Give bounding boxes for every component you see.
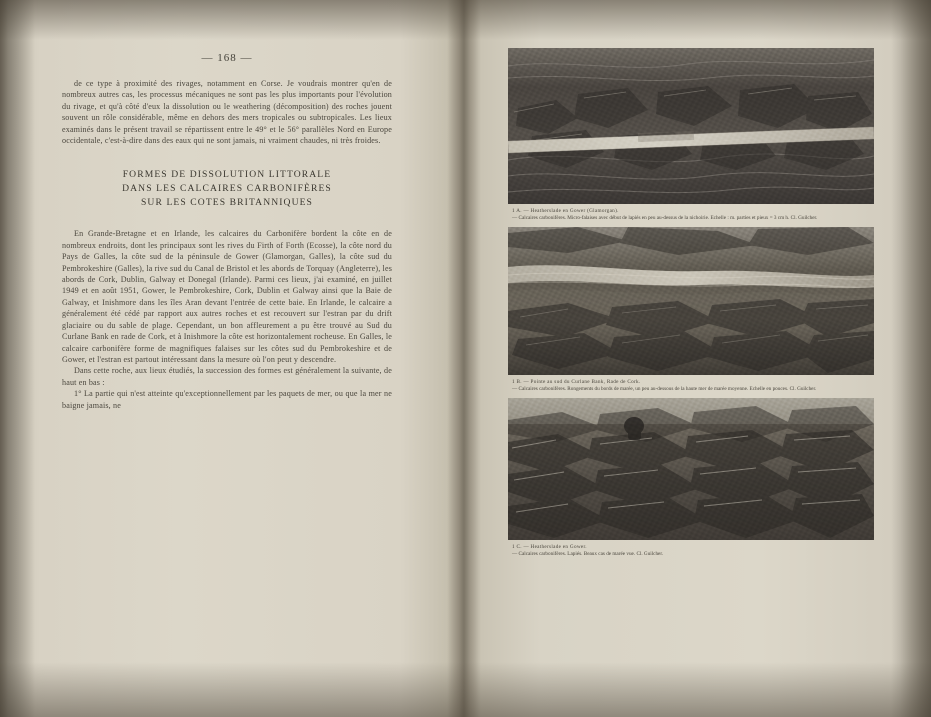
plate-a-photo (508, 48, 874, 204)
right-page (508, 48, 874, 658)
caption-lead: 1 A. — Heatherslade en Gower (Glamorgan). (512, 208, 619, 214)
paragraph: En Grande-Bretagne et en Irlande, les calcaires du Carbonifère bordent la côte en de nombreux endroits, dont les principaux sont les rives du Firth of Forth (Ecosse), la côte nord du Pays de Galles, la côte sud de la péninsule de Gower (Glamorgan, Galles), la côte sud du Pembrokeshire (Galles), la rive sud du Canal de Bristol et les abords de Torquay (Angleterre), les abords de Cork, Dublin, Galway et Donegal (Irlande). Parmi ces lieux, j'ai examiné, en juillet 1949 et en août 1951, Gower, le Pembrokeshire, Cork, Dublin et Galway ainsi que la Baie de Galway, et Inishmore dans les îles Aran devant l'entrée de cette baie. En Irlande, le calcaire a généralement été cédé par rapport aux autres roches et est recouvert sur l'estran par du drift glaciaire ou du sable de plage. Cependant, un bon affleurement a pu être trouvé au Sud du Curlane Bank en rade de Cork, et à Inishmore la côte est horizontalement rocheuse. En Galles, le calcaire carbonifère forme de magnifiques falaises sur les côtes sud du Pembrokeshire et de Gower, et l'estran est partout intéressant dans la mesure où l'on peut y descendre. (62, 229, 392, 364)
plate-c-caption (508, 540, 874, 557)
paragraph: de ce type à proximité des rivages, notamment en Corse. Je voudrais montrer qu'en de nombreux autres cas, les processus mécaniques ne sont pas les plus importants pour l'évolution du rivage, et qu'à côté d'eux la dissolution ou le weathering (décomposition) des roches jouent souvent un rôle considérable, même en dehors des mers tropicales ou subtropicales. Les lieux examinés dans le présent travail se répartissent entre le 49° et le 56° parallèles Nord en Europe occidentale, c'est-à-dire dans des eaux qui ne sont jamais, ni vraiment chaudes, ni très froides. (62, 79, 392, 146)
article-title-line-1: FORMES DE DISSOLUTION LITTORALE (122, 169, 332, 181)
article-title (62, 168, 392, 210)
caption-text: — Calcaires carbonifères. Micro-falaises avec début de lapiés en peu au-dessus de la nichoirie. Echelle : m. parties et pieux = 3 cm h. Cl. Guilcher. (512, 214, 818, 221)
article-title-line-2: DANS LES CALCAIRES CARBONIFÈRES (122, 183, 332, 195)
caption-text: — Calcaires carbonifères. Rongements du bords de marée, un peu au-dessous de la haute mer de marée moyenne. Echelle en pouces. Cl. Guilcher. (512, 385, 817, 392)
page-number: — 168 — (201, 52, 253, 64)
paragraph: 1° La partie qui n'est atteinte qu'exceptionnellement par les paquets de mer, ou que la mer ne baigne jamais, ne (62, 389, 392, 410)
plate-a-caption (508, 204, 874, 221)
photo-grain (508, 48, 874, 204)
photo-grain (508, 227, 874, 375)
plate-b-caption (508, 375, 874, 392)
plate-c-photo (508, 398, 874, 540)
left-page (62, 52, 392, 652)
paragraph: Dans cette roche, aux lieux étudiés, la succession des formes est généralement la suivante, de haut en bas : (62, 366, 392, 387)
article-title-line-3: SUR LES COTES BRITANNIQUES (140, 197, 313, 209)
article-body (62, 228, 392, 411)
plate-c (508, 398, 874, 557)
plate-b-photo (508, 227, 874, 375)
plate-b (508, 227, 874, 392)
caption-lead: 1 C. — Heatherslade en Gower. (512, 544, 587, 551)
plate-a (508, 48, 874, 221)
intro-paragraph (62, 78, 392, 146)
photo-grain (508, 398, 874, 540)
caption-text: — Calcaires carbonifères. Lapiés. Beaux cas de marée vue. Cl. Guilcher. (512, 550, 664, 557)
caption-lead: 1 B. — Pointe au sud du Curlane Bank, Rade de Cork. (512, 379, 641, 386)
